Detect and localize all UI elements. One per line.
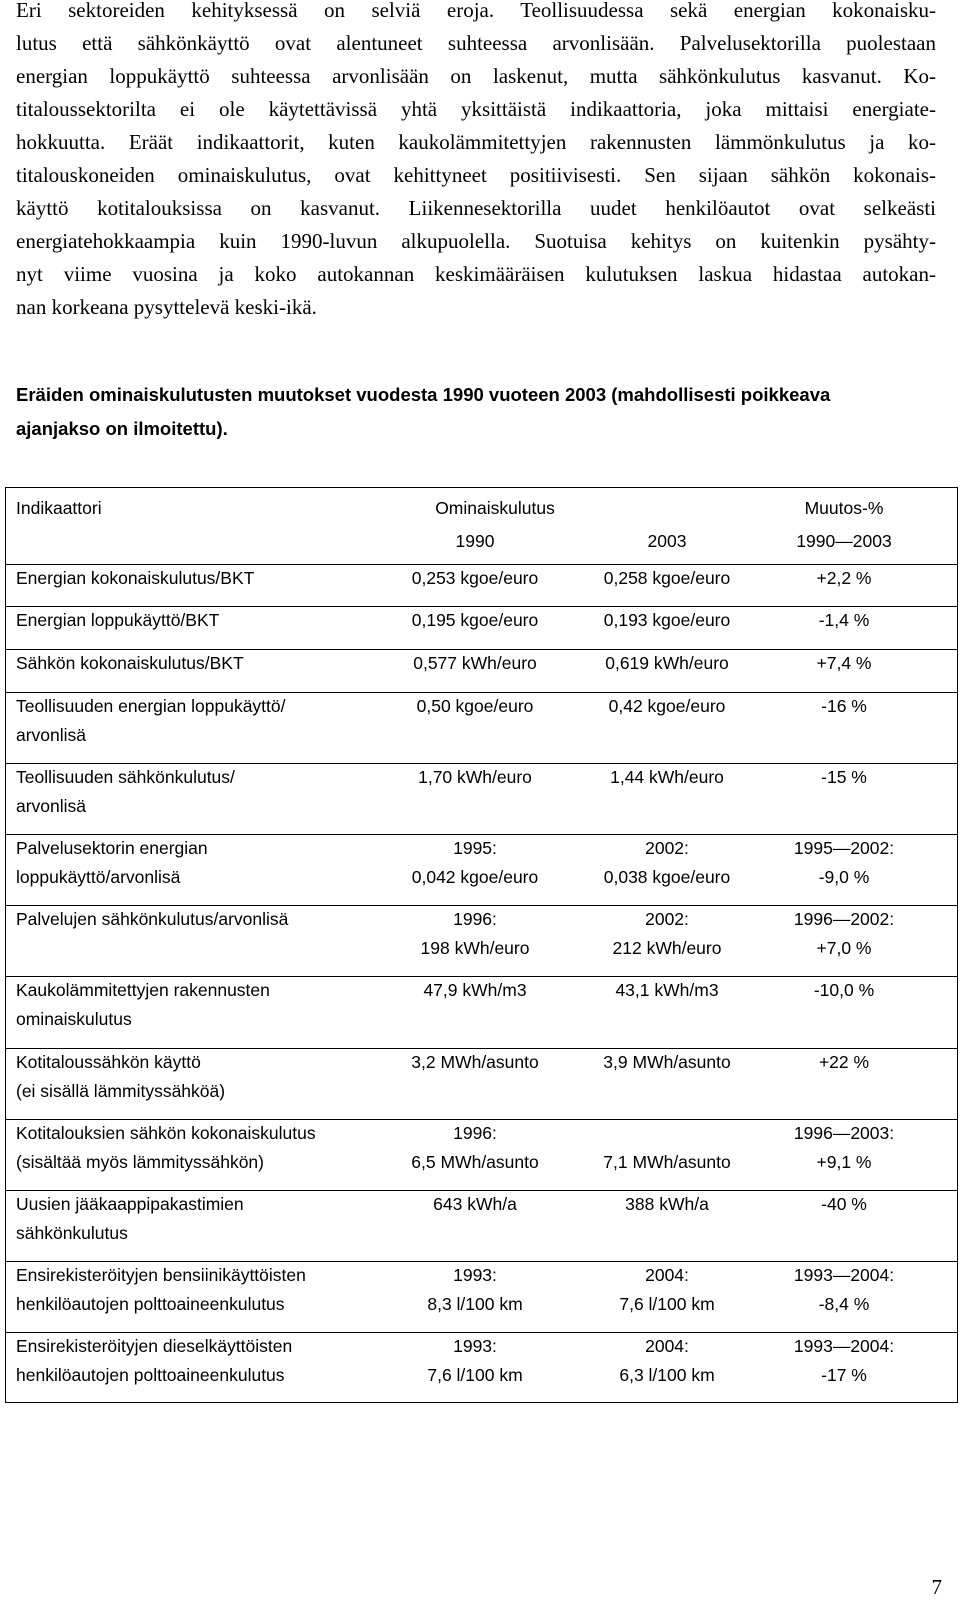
paragraph-line: energiatehokkaampia kuin 1990-luvun alkupuolella. Suotuisa kehitys on kuitenkin pysähty- [16,229,936,253]
value-2003-cell-line: 7,1 MWh/asunto [603,1152,731,1172]
value-1990-cell-line: 1993: [453,1265,497,1285]
table-heading [16,378,936,446]
header-change-text: Muutos-% [804,498,884,518]
indicator-cell-line: arvonlisä [16,796,87,816]
indicator-cell [16,564,254,593]
value-2003-cell-line: 6,3 l/100 km [619,1365,715,1385]
indicator-cell [16,1190,244,1248]
header-specific-consumption-text: Ominaiskulutus [435,498,555,518]
change-cell-line: +9,1 % [816,1152,872,1172]
value-2003-cell-line: 0,42 kgoe/euro [608,696,726,716]
heading-line: ajanjakso on ilmoitettu). [16,418,228,439]
change-cell-line: -1,4 % [818,610,870,630]
paragraph-line: lutus että sähkönkäyttö ovat alentuneet suhteessa arvonlisään. Palvelusektorilla puolestaan [16,31,936,55]
indicator-cell-line: sähkönkulutus [16,1223,128,1243]
value-1990-cell-line: 1,70 kWh/euro [418,767,532,787]
change-cell-line: -9,0 % [818,867,870,887]
indicator-cell-line: Teollisuuden sähkönkulutus/ [16,767,235,787]
paragraph-line: nyt viime vuosina ja koko autokannan keskimääräisen kulutuksen laskua hidastaa autokan- [16,262,936,286]
indicator-cell-line: arvonlisä [16,725,87,745]
indicator-cell-line: Palvelusektorin energian [16,838,208,858]
value-2003-cell-line: 388 kWh/a [625,1194,709,1214]
indicator-cell [16,692,286,750]
indicator-cell [16,1261,306,1319]
value-1990-cell-line: 0,253 kgoe/euro [411,568,539,588]
change-cell-line: +7,4 % [816,653,872,673]
indicator-cell-line: Ensirekisteröityjen bensiinikäyttöisten [16,1265,306,1285]
value-1990-cell-line: 643 kWh/a [433,1194,517,1214]
change-cell-line: 1993—2004: [793,1265,895,1285]
value-2003-cell-line: 212 kWh/euro [612,938,722,958]
paragraph-line: energian loppukäyttö suhteessa arvonlisään on laskenut, mutta sähkönkulutus kasvanut. Ko- [16,64,936,88]
value-2003-cell-line: 0,038 kgoe/euro [603,867,731,887]
value-1990-cell-line: 8,3 l/100 km [427,1294,523,1314]
value-1990-cell-line: 6,5 MWh/asunto [411,1152,539,1172]
change-cell-line: 1995—2002: [793,838,895,858]
indicator-cell [16,649,244,678]
indicator-cell-line: Kaukolämmitettyjen rakennusten [16,980,270,1000]
change-cell-line: +2,2 % [816,568,872,588]
indicator-cell [16,976,270,1034]
indicator-cell-line: Kotitaloussähkön käyttö [16,1052,201,1072]
indicator-cell [16,1332,292,1390]
indicator-cell-line: henkilöautojen polttoaineenkulutus [16,1365,285,1385]
value-1990-cell-line: 3,2 MWh/asunto [411,1052,539,1072]
value-1990-cell-line: 7,6 l/100 km [427,1365,523,1385]
indicator-cell [16,606,219,635]
paragraph-line: titaloussektorilta ei ole käytettävissä yhtä yksittäistä indikaattoria, joka mittaisi energiate- [16,97,936,121]
value-2003-cell-line: 2004: [645,1265,689,1285]
value-2003-cell-line: 0,619 kWh/euro [605,653,729,673]
header-year-2003-text: 2003 [647,531,687,551]
indicator-cell-line: Uusien jääkaappipakastimien [16,1194,244,1214]
header-year-1990-text: 1990 [455,531,495,551]
change-cell-line: -17 % [821,1365,867,1385]
paragraph-line: nan korkeana pysyttelevä keski-ikä. [16,295,317,319]
value-1990-cell-line: 0,577 kWh/euro [413,653,537,673]
value-1990-cell-line: 1996: [453,1123,497,1143]
change-cell-line: +7,0 % [816,938,872,958]
value-1990-cell-line: 1993: [453,1336,497,1356]
indicator-table [5,487,958,1403]
value-1990-cell-line: 0,042 kgoe/euro [411,867,539,887]
value-1990-cell-line: 1996: [453,909,497,929]
indicator-cell [16,763,235,821]
indicator-cell-line: loppukäyttö/arvonlisä [16,867,181,887]
value-2003-cell-line: 0,193 kgoe/euro [603,610,731,630]
indicator-cell-line: Kotitalouksien sähkön kokonaiskulutus [16,1123,316,1143]
indicator-cell-line: Sähkön kokonaiskulutus/BKT [16,653,244,673]
indicator-cell-line: Energian loppukäyttö/BKT [16,610,220,630]
value-2003-cell-line: 0,258 kgoe/euro [603,568,731,588]
value-1990-cell-line: 0,50 kgoe/euro [416,696,534,716]
change-cell-line: -40 % [821,1194,867,1214]
change-cell-line: +22 % [818,1052,870,1072]
header-period-text: 1990—2003 [796,531,892,551]
value-2003-cell-line: 43,1 kWh/m3 [615,980,719,1000]
table-header [6,488,957,564]
paragraph-line: hokkuutta. Eräät indikaattorit, kuten kaukolämmitettyjen rakennusten lämmönkulutus ja ko- [16,130,936,154]
indicator-cell [16,834,208,892]
paragraph-line: titalouskoneiden ominaiskulutus, ovat kehittyneet positiivisesti. Sen sijaan sähkön kokonais- [16,163,936,187]
change-cell-line: -10,0 % [813,980,875,1000]
paragraph-line: Eri sektoreiden kehityksessä on selviä eroja. Teollisuudessa sekä energian kokonaisku- [16,0,936,22]
indicator-cell [16,1048,225,1106]
value-2003-cell-line: 2002: [645,909,689,929]
value-2003-cell-line: 2002: [645,838,689,858]
value-1990-cell-line: 198 kWh/euro [420,938,530,958]
indicator-cell [16,905,288,934]
page-number: 7 [931,1575,942,1599]
value-2003-cell-line: 2004: [645,1336,689,1356]
indicator-cell-line: (sisältää myös lämmityssähkön) [16,1152,264,1172]
value-1990-cell-line: 47,9 kWh/m3 [423,980,527,1000]
value-2003-cell-line: 1,44 kWh/euro [610,767,724,787]
indicator-cell-line: Energian kokonaiskulutus/BKT [16,568,255,588]
indicator-cell-line: Ensirekisteröityjen dieselkäyttöisten [16,1336,293,1356]
change-cell-line: -8,4 % [818,1294,870,1314]
change-cell-line: 1993—2004: [793,1336,895,1356]
value-2003-cell-line [665,1119,670,1148]
paragraph-line: käyttö kotitalouksissa on kasvanut. Liikennesektorilla uudet henkilöautot ovat selkeästi [16,196,936,220]
header-indicator: Indikaattori [16,498,102,518]
indicator-cell-line: henkilöautojen polttoaineenkulutus [16,1294,285,1314]
indicator-cell-line: (ei sisällä lämmityssähköä) [16,1081,226,1101]
heading-line: Eräiden ominaiskulutusten muutokset vuodesta 1990 vuoteen 2003 (mahdollisesti poikkeava [16,384,831,405]
change-cell-line: -15 % [821,767,867,787]
change-cell-line: -16 % [821,696,867,716]
value-2003-cell-line: 3,9 MWh/asunto [603,1052,731,1072]
value-2003-cell-line: 7,6 l/100 km [619,1294,715,1314]
body-paragraph [16,0,936,324]
indicator-cell-line: Palvelujen sähkönkulutus/arvonlisä [16,909,289,929]
change-cell-line: 1996—2003: [793,1123,895,1143]
change-cell-line: 1996—2002: [793,909,895,929]
indicator-cell-line: Teollisuuden energian loppukäyttö/ [16,696,286,716]
indicator-cell-line: ominaiskulutus [16,1009,132,1029]
value-1990-cell-line: 0,195 kgoe/euro [411,610,539,630]
value-1990-cell-line: 1995: [453,838,497,858]
indicator-cell [16,1119,316,1177]
